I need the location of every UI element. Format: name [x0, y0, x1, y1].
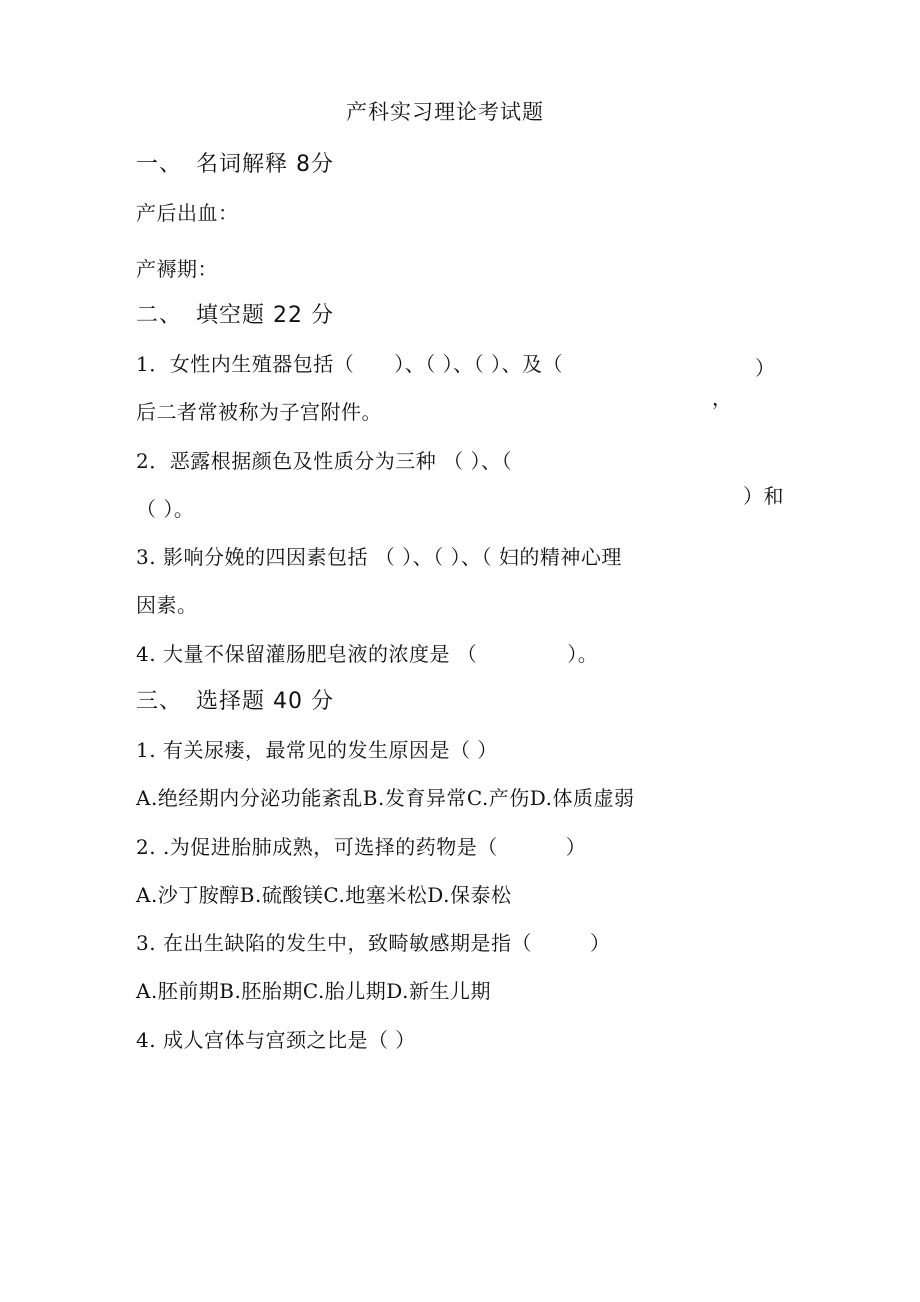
section-number: 二、 — [136, 303, 183, 328]
fill-question-3-cont: 因素。 — [136, 593, 198, 617]
question-text: 3. 在出生缺陷的发生中，致畸敏感期是指（ — [136, 931, 532, 955]
choice-question-4: 4. 成人宫体与宫颈之比是（ ） — [136, 1028, 416, 1052]
section-number: 一、 — [136, 152, 183, 177]
section-number: 三、 — [136, 689, 183, 714]
fill-question-2-cont: （ ）。 — [136, 497, 195, 521]
choice-question-3 — [136, 931, 610, 955]
question-text: 2. .为促进胎肺成熟，可选择的药物是（ — [136, 835, 498, 859]
section-title: 选择题 40 分 — [196, 689, 334, 714]
question-text: ） — [589, 931, 611, 955]
fill-question-1-close: ） — [755, 356, 776, 380]
term-postpartum-hemorrhage: 产后出血： — [136, 201, 239, 225]
section-heading-3 — [136, 690, 334, 714]
question-text: 4. 大量不保留灌肠肥皂液的浓度是 （ — [136, 642, 478, 666]
choice-question-2 — [136, 835, 586, 859]
fill-question-2-and: ）和 — [743, 484, 784, 508]
fill-question-3: 3. 影响分娩的四因素包括 （ ）、（ ）、（ 妇的精神心理 — [136, 545, 622, 569]
choice-options-2: A.沙丁胺醇B.硫酸镁C.地塞米松D.保泰松 — [136, 883, 512, 907]
section-heading-1 — [136, 153, 334, 177]
choice-question-1: 1. 有关尿瘘，最常见的发生原因是（ ） — [136, 738, 498, 762]
page-title: 产科实习理论考试题 — [346, 100, 544, 124]
fill-question-2: 2．恶露根据颜色及性质分为三种 （ ）、（ — [136, 449, 512, 473]
choice-options-3: A.胚前期B.胚胎期C.胎儿期D.新生儿期 — [136, 979, 491, 1003]
fill-question-1 — [136, 352, 563, 376]
fill-question-1-cont: 后二者常被称为子宫附件。 — [136, 400, 382, 424]
fill-question-4 — [136, 642, 598, 666]
fill-question-1-comma: ， — [712, 386, 733, 410]
section-heading-2 — [136, 304, 334, 328]
question-text: ）、（ ）、（ ）、及（ — [394, 352, 563, 376]
question-text: 1．女性内生殖器包括（ — [136, 352, 355, 376]
section-title: 填空题 22 分 — [196, 303, 334, 328]
section-title: 名词解释 8分 — [196, 152, 334, 177]
choice-options-1: A.绝经期内分泌功能紊乱B.发育异常C.产伤D.体质虚弱 — [136, 786, 635, 810]
term-puerperium: 产褥期： — [136, 257, 218, 281]
question-text: ）。 — [567, 642, 599, 666]
question-text: ） — [565, 835, 587, 859]
